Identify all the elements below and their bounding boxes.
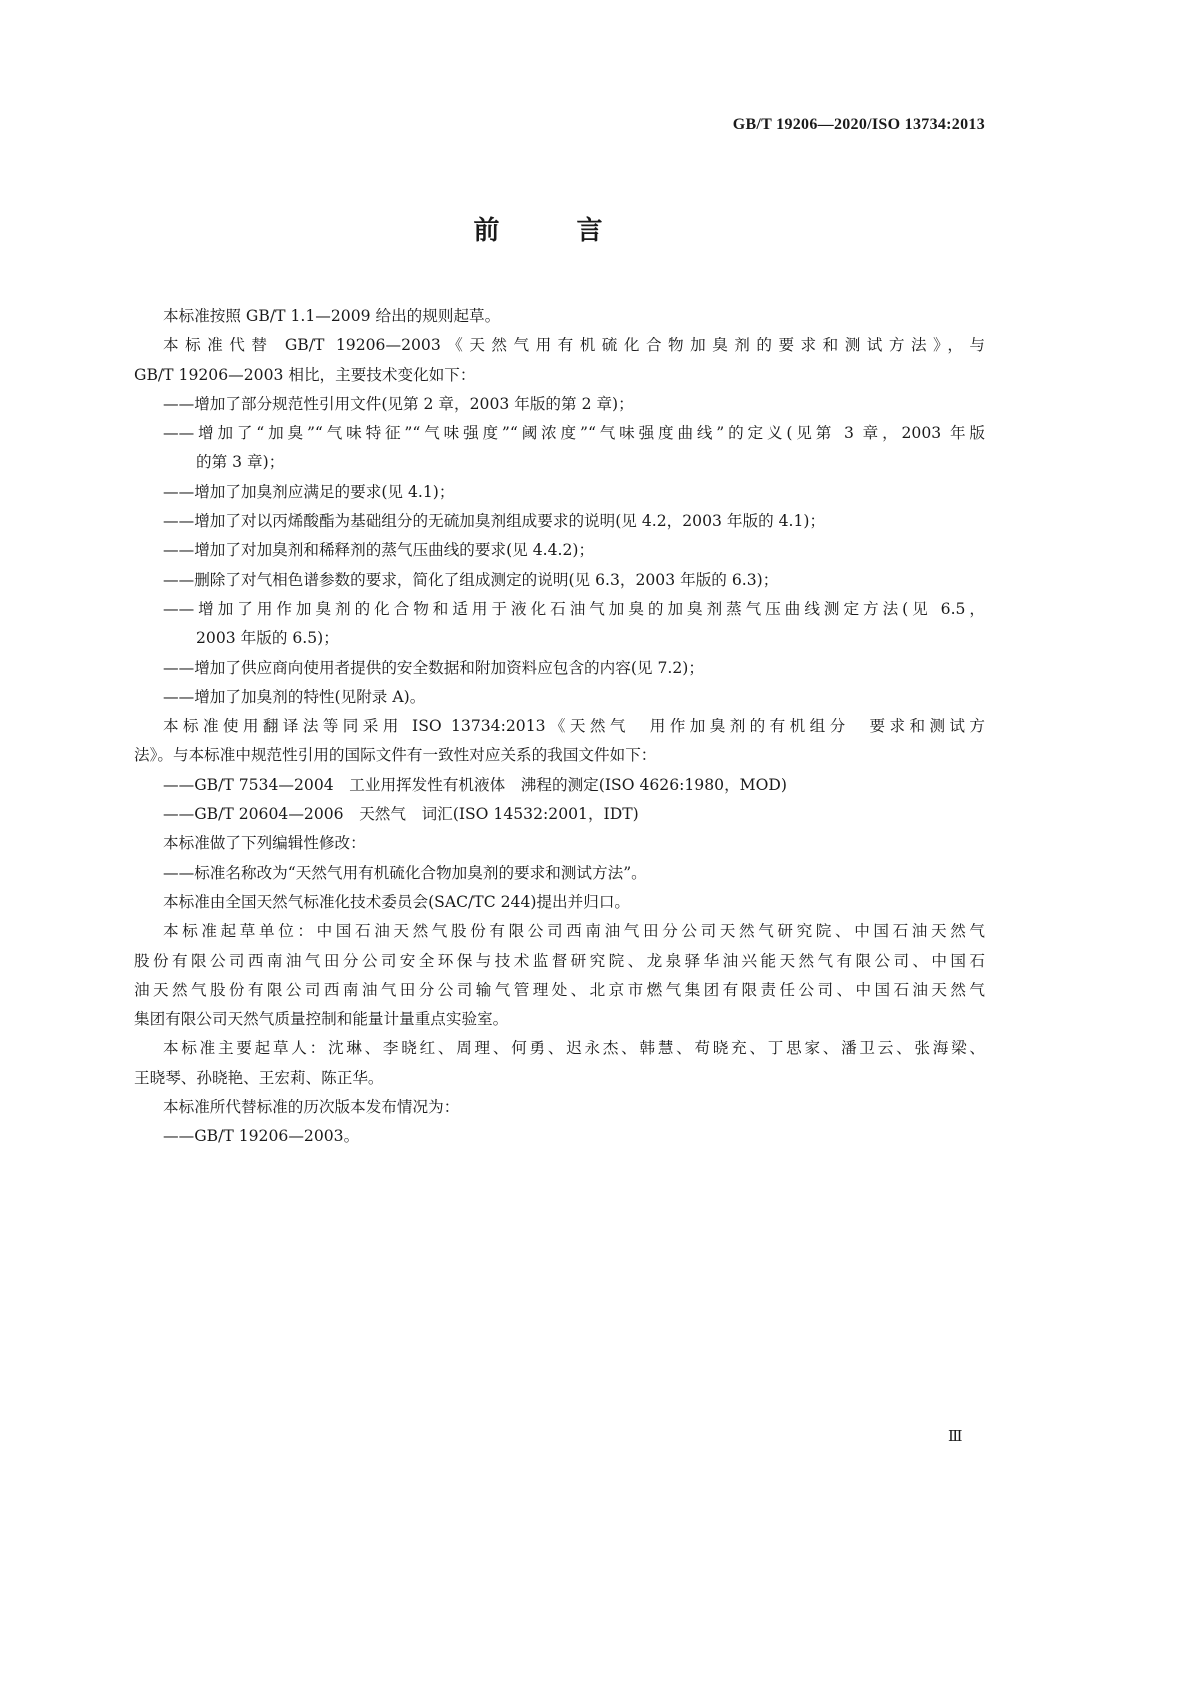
text-line: ——GB/T 7534—2004 工业用挥发性有机液体 沸程的测定(ISO 4626:1980，MOD) [163,775,787,794]
page-title: 前 言 [473,216,637,246]
text-line: 集团有限公司天然气质量控制和能量计量重点实验室。 [134,1010,509,1029]
text-line: ——标准名称改为“天然气用有机硫化合物加臭剂的要求和测试方法”。 [163,863,647,882]
text-line: ——增加了对加臭剂和稀释剂的蒸气压曲线的要求(见 4.4.2)； [163,541,595,560]
text-line: ——增加了“加臭”“气味特征”“气味强度”“阈浓度”“气味强度曲线”的定义(见第 3 章，2003 年版 [163,424,985,443]
page-number: Ⅲ [948,1427,963,1445]
text-line: ——GB/T 20604—2006 天然气 词汇(ISO 14532:2001，IDT) [163,805,639,824]
text-line: 2003 年版的 6.5)； [196,629,339,648]
text-line: 股份有限公司西南油气田分公司安全环保与技术监督研究院、龙泉驿华油兴能天然气有限公司、中国石 [134,951,985,970]
text-line: 本标准代替 GB/T 19206—2003《天然气用有机硫化合物加臭剂的要求和测试方法》，与 [163,336,985,355]
text-line: ——增加了加臭剂的特性(见附录 A)。 [163,687,426,706]
text-line: ——增加了加臭剂应满足的要求(见 4.1)； [163,482,455,501]
text-line: ——增加了用作加臭剂的化合物和适用于液化石油气加臭的加臭剂蒸气压曲线测定方法(见 6.5， [163,599,985,618]
text-line: 王晓琴、孙晓艳、王宏莉、陈正华。 [134,1068,384,1087]
text-line: 本标准由全国天然气标准化技术委员会(SAC/TC 244)提出并归口。 [163,892,631,911]
text-line: 油天然气股份有限公司西南油气田分公司输气管理处、北京市燃气集团有限责任公司、中国石油天然气 [134,980,985,999]
text-line: 本标准所代替标准的历次版本发布情况为： [163,1098,460,1117]
text-line: ——增加了对以丙烯酸酯为基础组分的无硫加臭剂组成要求的说明(见 4.2，2003 年版的 4.1)； [163,512,826,531]
text-line: 本标准使用翻译法等同采用 ISO 13734:2013《天然气 用作加臭剂的有机组分 要求和测试方 [163,717,985,736]
text-line: GB/T 19206—2003 相比，主要技术变化如下： [134,365,476,384]
text-line: ——GB/T 19206—2003。 [163,1127,360,1146]
text-line: ——增加了供应商向使用者提供的安全数据和附加资料应包含的内容(见 7.2)； [163,658,704,677]
foreword-body [134,302,985,1152]
text-line: ——删除了对气相色谱参数的要求，简化了组成测定的说明(见 6.3，2003 年版的 6.3)； [163,570,779,589]
text-line: 本标准起草单位：中国石油天然气股份有限公司西南油气田分公司天然气研究院、中国石油天然气 [163,922,985,941]
text-line: 的第 3 章)； [196,453,285,472]
text-line: ——增加了部分规范性引用文件(见第 2 章，2003 年版的第 2 章)； [163,394,634,413]
standard-number-header: GB/T 19206—2020/ISO 13734:2013 [732,116,985,133]
text-line: 本标准按照 GB/T 1.1—2009 给出的规则起草。 [163,307,501,325]
text-line: 本标准主要起草人：沈琳、李晓红、周理、何勇、迟永杰、韩慧、苟晓充、丁思家、潘卫云、张海梁、 [163,1039,985,1058]
text-line: 法》。与本标准中规范性引用的国际文件有一致性对应关系的我国文件如下： [134,746,657,765]
text-line: 本标准做了下列编辑性修改： [163,834,366,853]
